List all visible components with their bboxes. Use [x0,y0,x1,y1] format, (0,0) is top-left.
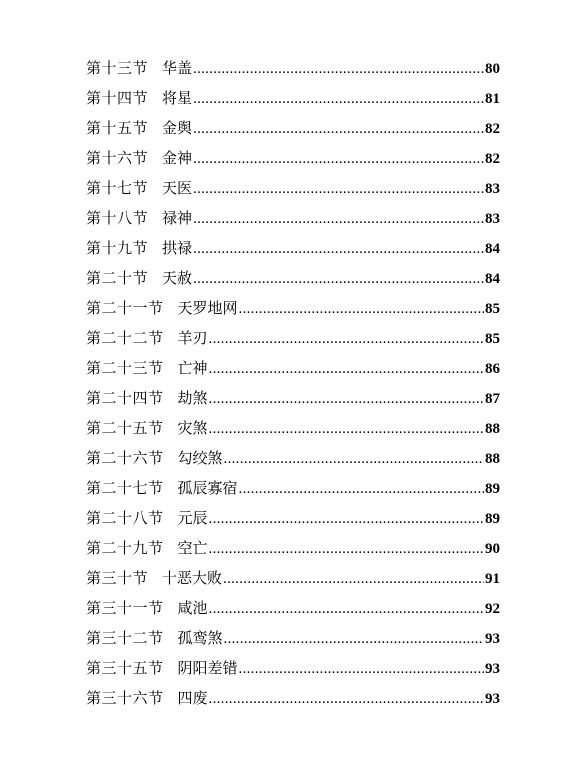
section-title: 四废 [177,689,208,707]
section-title: 拱禄 [162,239,193,257]
section-title: 元辰 [177,509,208,527]
toc-entry[interactable] [86,358,500,378]
dot-leader [193,119,484,139]
dot-leader [239,659,484,679]
section-title: 天医 [162,179,193,197]
page-number: 90 [485,541,500,557]
section-number: 第三十节 [86,569,149,587]
page-number: 83 [485,211,500,227]
toc-entry[interactable] [86,688,500,708]
section-number: 第二十节 [86,269,149,287]
toc-entry[interactable] [86,628,500,648]
toc-entry[interactable] [86,178,500,198]
dot-leader [209,419,484,439]
section-number: 第十六节 [86,149,149,167]
page-number: 81 [485,91,500,107]
dot-leader [193,209,484,229]
section-title: 空亡 [177,539,208,557]
dot-leader [209,539,484,559]
toc-entry[interactable] [86,298,500,318]
toc-entry[interactable] [86,268,500,288]
section-number: 第二十五节 [86,419,164,437]
section-title: 天罗地网 [177,299,238,317]
section-title: 劫煞 [177,389,208,407]
page-number: 89 [485,511,500,527]
dot-leader [209,329,484,349]
page-number: 87 [485,391,500,407]
section-number: 第十三节 [86,59,149,77]
toc-entry[interactable] [86,238,500,258]
section-number: 第三十五节 [86,659,164,677]
page-number: 85 [485,331,500,347]
section-title: 孤鸾煞 [177,629,223,647]
section-number: 第三十二节 [86,629,164,647]
dot-leader [224,629,484,649]
dot-leader [193,89,484,109]
section-number: 第二十四节 [86,389,164,407]
dot-leader [193,59,484,79]
toc-entry[interactable] [86,148,500,168]
dot-leader [193,149,484,169]
section-number: 第三十一节 [86,599,164,617]
section-number: 第二十七节 [86,479,164,497]
toc-entry[interactable] [86,568,500,588]
section-title: 金舆 [162,119,193,137]
toc-entry[interactable] [86,58,500,78]
section-number: 第三十六节 [86,689,164,707]
page-number: 88 [485,451,500,467]
section-number: 第十八节 [86,209,149,227]
section-title: 孤辰寡宿 [177,479,238,497]
section-title: 咸池 [177,599,208,617]
page-number: 80 [485,61,500,77]
section-number: 第十九节 [86,239,149,257]
section-title: 羊刃 [177,329,208,347]
section-number: 第十五节 [86,119,149,137]
section-number: 第二十三节 [86,359,164,377]
toc-entry[interactable] [86,328,500,348]
toc-entry[interactable] [86,598,500,618]
dot-leader [224,449,484,469]
section-title: 亡神 [177,359,208,377]
dot-leader [193,179,484,199]
page-number: 93 [485,631,500,647]
page-number: 91 [485,571,500,587]
section-title: 十恶大败 [162,569,223,587]
dot-leader [239,479,484,499]
page-number: 89 [485,481,500,497]
toc-entry[interactable] [86,88,500,108]
toc-entry[interactable] [86,118,500,138]
page-number: 82 [485,151,500,167]
dot-leader [193,269,484,289]
page-number: 86 [485,361,500,377]
page-number: 85 [485,301,500,317]
toc-entry[interactable] [86,658,500,678]
dot-leader [209,689,484,709]
dot-leader [223,569,484,589]
section-number: 第二十二节 [86,329,164,347]
toc-entry[interactable] [86,538,500,558]
dot-leader [193,239,484,259]
dot-leader [209,599,484,619]
section-title: 勾绞煞 [177,449,223,467]
section-title: 禄神 [162,209,193,227]
toc-entry[interactable] [86,448,500,468]
section-number: 第十七节 [86,179,149,197]
section-title: 将星 [162,89,193,107]
page-number: 93 [485,691,500,707]
dot-leader [209,389,484,409]
section-title: 华盖 [162,59,193,77]
page-number: 84 [485,241,500,257]
dot-leader [209,359,484,379]
page-number: 82 [485,121,500,137]
dot-leader [239,299,484,319]
section-title: 天赦 [162,269,193,287]
section-title: 灾煞 [177,419,208,437]
page-number: 93 [485,661,500,677]
section-number: 第二十一节 [86,299,164,317]
toc-entry[interactable] [86,418,500,438]
toc-entry[interactable] [86,208,500,228]
page-number: 88 [485,421,500,437]
page-number: 84 [485,271,500,287]
section-number: 第二十六节 [86,449,164,467]
dot-leader [209,509,484,529]
page-number: 92 [485,601,500,617]
toc-entry[interactable] [86,508,500,528]
toc-entry[interactable] [86,388,500,408]
page-number: 83 [485,181,500,197]
section-number: 第二十八节 [86,509,164,527]
section-number: 第二十九节 [86,539,164,557]
toc-entry[interactable] [86,478,500,498]
section-number: 第十四节 [86,89,149,107]
section-title: 金神 [162,149,193,167]
section-title: 阴阳差错 [177,659,238,677]
